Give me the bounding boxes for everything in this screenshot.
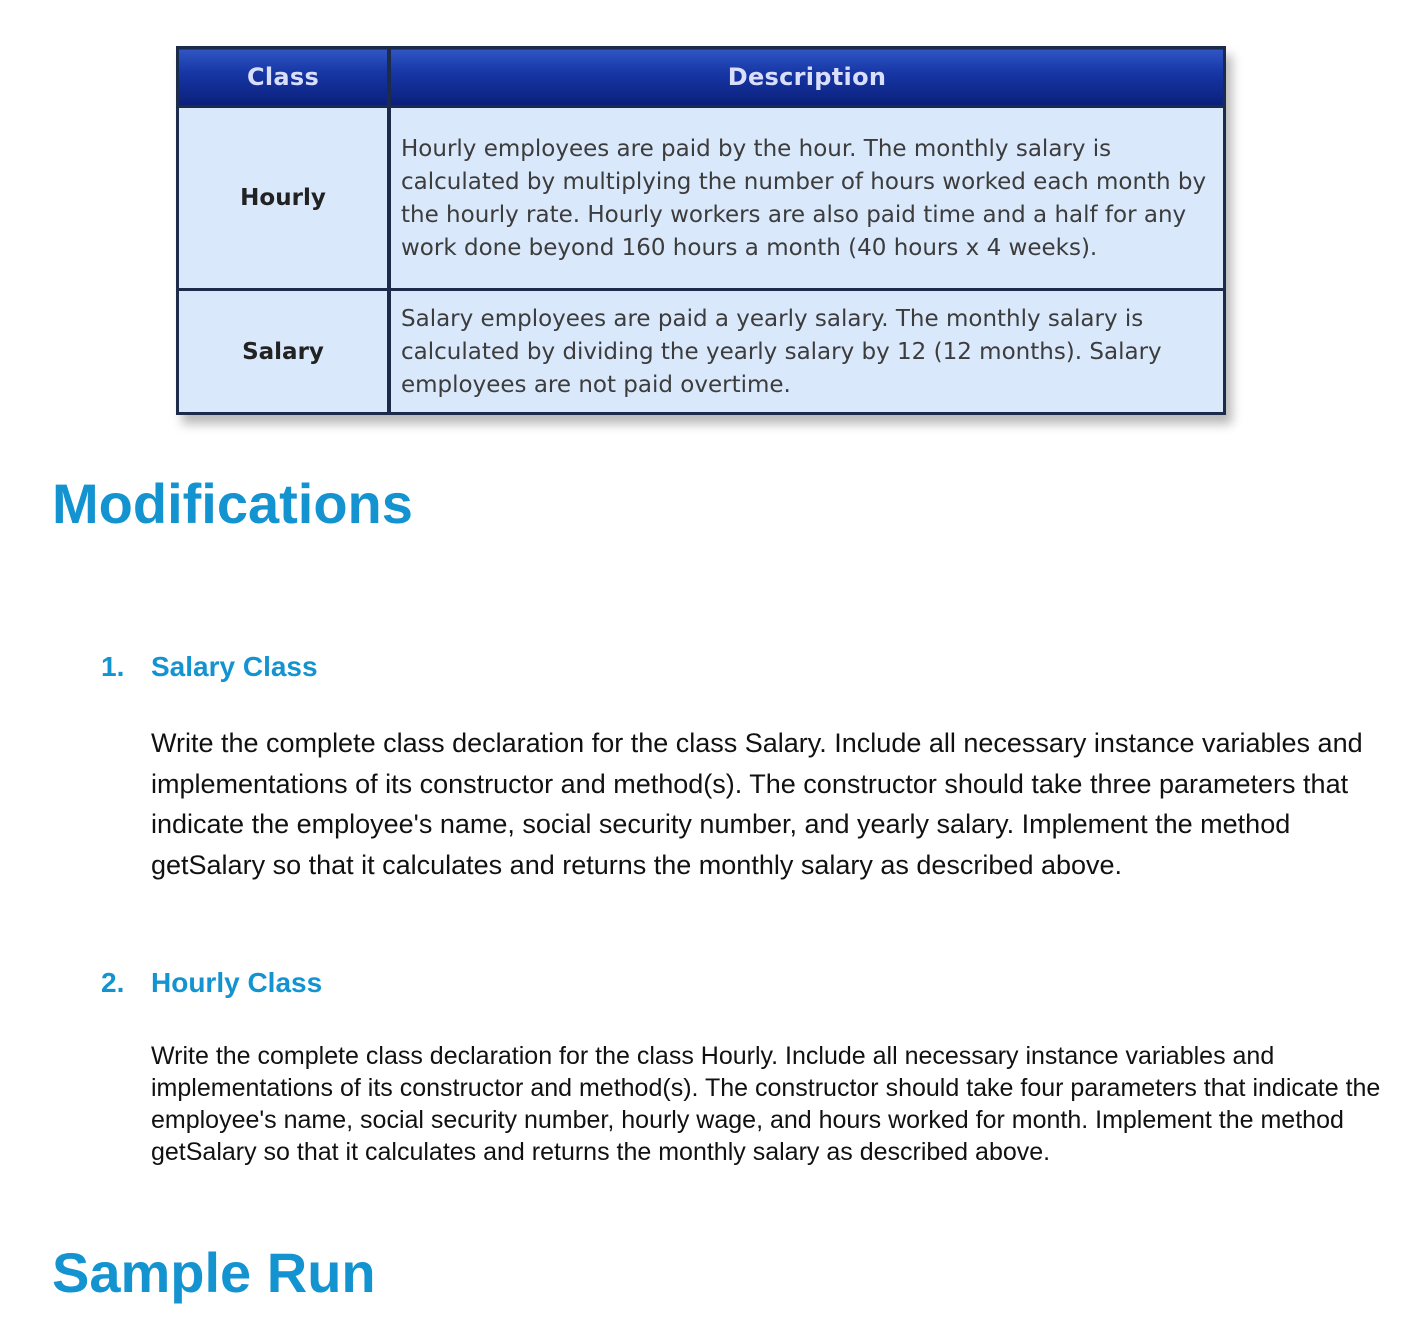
- header-description: Description: [389, 48, 1225, 107]
- class-description-table-wrapper: [176, 46, 1226, 415]
- list-item-number: 1.: [101, 651, 125, 682]
- list-item-title: Salary Class: [151, 651, 318, 682]
- header-class: Class: [178, 48, 390, 107]
- table-header-row: [178, 48, 1225, 107]
- class-description-table: [176, 46, 1226, 415]
- description-cell: Salary employees are paid a yearly salary. The monthly salary is calculated by dividing the yearly salary by 12 (12 months). Salary employees are not paid overtime.: [389, 290, 1225, 414]
- list-item-number: 2.: [101, 967, 125, 998]
- list-item-title: Hourly Class: [151, 967, 323, 998]
- table-row: [178, 107, 1225, 290]
- modifications-heading: Modifications: [52, 472, 413, 535]
- list-item-heading: [101, 969, 322, 997]
- sample-run-heading: Sample Run: [52, 1241, 376, 1304]
- class-name-cell: Salary: [178, 290, 390, 414]
- table-row: [178, 290, 1225, 414]
- class-name-cell: Hourly: [178, 107, 390, 290]
- list-item-heading: [101, 653, 318, 681]
- list-item-body: Write the complete class declaration for the class Salary. Include all necessary instance variables and implementations of its constructor and method(s). The constructor should take three parameters that indicate the employee's name, social security number, and yearly salary. Implement the method getSalary so that it calculates and returns the monthly salary as described above.: [151, 728, 1363, 880]
- description-cell: Hourly employees are paid by the hour. The monthly salary is calculated by multiplying the number of hours worked each month by the hourly rate. Hourly workers are also paid time and a half for any work done beyond 160 hours a month (40 hours x 4 weeks).: [389, 107, 1225, 290]
- list-item-body: Write the complete class declaration for the class Hourly. Include all necessary instance variables and implementations of its constructor and method(s). The constructor should take four parameters that indicate the employee's name, social security number, hourly wage, and hours worked for month. Implement the method getSalary so that it calculates and returns the monthly salary as described above.: [151, 1042, 1381, 1166]
